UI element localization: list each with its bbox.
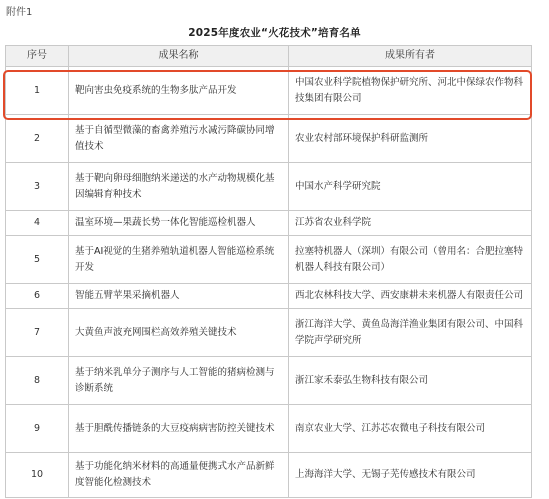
cell-name: 基于胆酰传播链条的大豆疫病病害防控关键技术 (69, 405, 289, 453)
award-table (5, 45, 532, 498)
cell-owner: 浙江家禾泰弘生物科技有限公司 (289, 357, 532, 405)
table-row (6, 453, 532, 498)
header-owner: 成果所有者 (289, 46, 532, 67)
cell-name: 大黄鱼声波充网围栏高效养殖关键技术 (69, 309, 289, 357)
cell-owner: 上海海洋大学、无锡子芜传感技术有限公司 (289, 453, 532, 498)
cell-owner: 南京农业大学、江苏芯农微电子科技有限公司 (289, 405, 532, 453)
header-name: 成果名称 (69, 46, 289, 67)
cell-owner: 江苏省农业科学院 (289, 211, 532, 236)
cell-no: 6 (6, 284, 69, 309)
table-row (6, 357, 532, 405)
cell-no: 9 (6, 405, 69, 453)
cell-name: 基于AI视觉的生猪养殖轨道机器人智能巡检系统开发 (69, 236, 289, 284)
cell-owner: 农业农村部环境保护科研监测所 (289, 115, 532, 163)
cell-no: 5 (6, 236, 69, 284)
cell-owner: 中国水产科学研究院 (289, 163, 532, 211)
cell-name: 基于靶向卵母细胞纳米递送的水产动物规模化基因编辑育种技术 (69, 163, 289, 211)
table-row (6, 236, 532, 284)
table-header-row (6, 46, 532, 67)
cell-no: 2 (6, 115, 69, 163)
cell-owner: 浙江海洋大学、黄鱼岛海洋渔业集团有限公司、中国科学院声学研究所 (289, 309, 532, 357)
cell-no: 8 (6, 357, 69, 405)
table-row (6, 211, 532, 236)
table-row (6, 405, 532, 453)
cell-owner: 中国农业科学院植物保护研究所、河北中保绿农作物科技集团有限公司 (289, 67, 532, 115)
document-title: 2025年度农业“火花技术”培育名单 (188, 27, 361, 39)
table-row (6, 115, 532, 163)
cell-name: 基于功能化纳米材料的高通量便携式水产品新鲜度智能化检测技术 (69, 453, 289, 498)
header-no: 序号 (6, 46, 69, 67)
attachment-label: 附件1 (6, 7, 33, 18)
cell-no: 1 (6, 67, 69, 115)
table-row (6, 67, 532, 115)
cell-no: 4 (6, 211, 69, 236)
cell-no: 7 (6, 309, 69, 357)
cell-name: 基于自循型微藻的畜禽养殖污水减污降碳协同增值技术 (69, 115, 289, 163)
table-row (6, 163, 532, 211)
cell-owner: 拉塞特机器人（深圳）有限公司（曾用名：合肥拉塞特机器人科技有限公司） (289, 236, 532, 284)
cell-owner: 西北农林科技大学、西安康耕未来机器人有限责任公司 (289, 284, 532, 309)
cell-name: 基于纳米乳单分子测序与人工智能的猪病检测与诊断系统 (69, 357, 289, 405)
cell-no: 3 (6, 163, 69, 211)
cell-name: 智能五臂苹果采摘机器人 (69, 284, 289, 309)
table-row (6, 284, 532, 309)
table-row (6, 309, 532, 357)
cell-no: 10 (6, 453, 69, 498)
cell-name: 温室环境—果蔬长势一体化智能巡检机器人 (69, 211, 289, 236)
cell-name: 靶向害虫免疫系统的生物多肽产品开发 (69, 67, 289, 115)
